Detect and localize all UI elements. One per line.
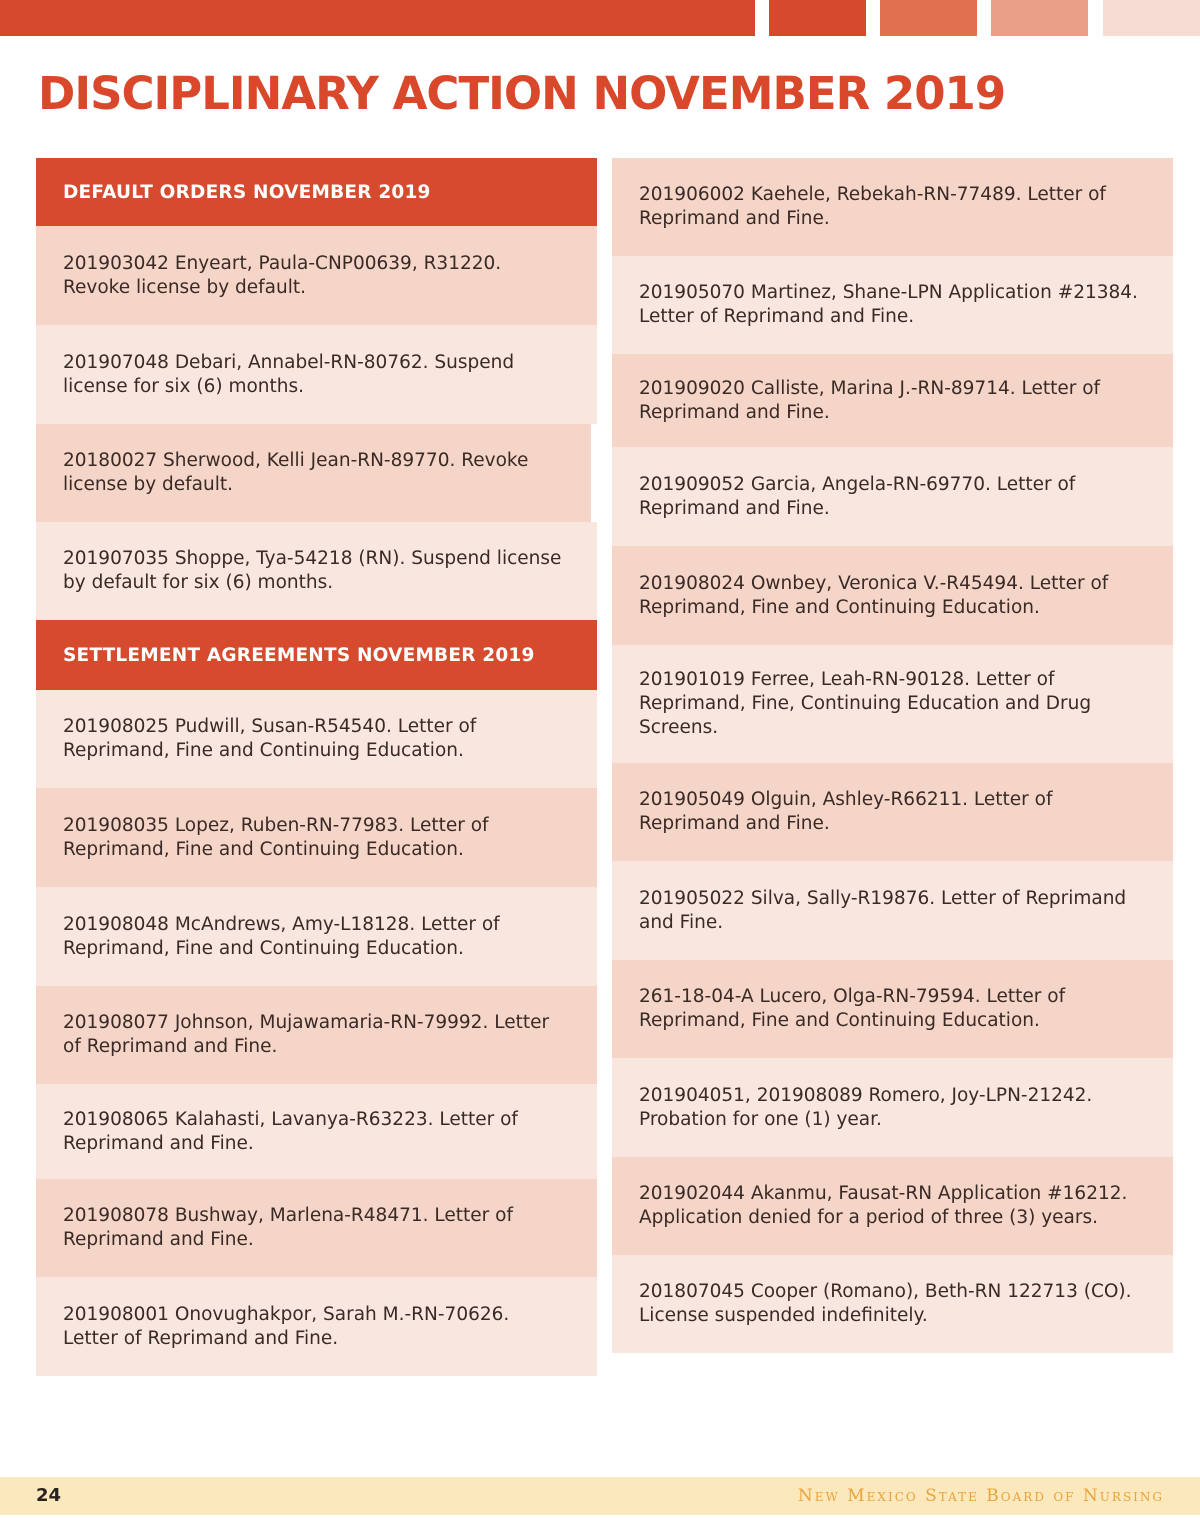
right-column bbox=[612, 158, 1173, 1353]
list-item: 201908078 Bushway, Marlena-R48471. Letter of Reprimand and Fine. bbox=[36, 1179, 597, 1277]
list-item: 201807045 Cooper (Romano), Beth-RN 122713 (CO). License suspended indefinitely. bbox=[612, 1255, 1173, 1353]
list-item: 201904051, 201908089 Romero, Joy-LPN-21242. Probation for one (1) year. bbox=[612, 1058, 1173, 1157]
list-item: 201905049 Olguin, Ashley-R66211. Letter of Reprimand and Fine. bbox=[612, 763, 1173, 861]
page-title: DISCIPLINARY ACTION NOVEMBER 2019 bbox=[38, 67, 1006, 120]
list-item: 201907048 Debari, Annabel-RN-80762. Suspend license for six (6) months. bbox=[36, 325, 597, 424]
list-item: 201905070 Martinez, Shane-LPN Application #21384. Letter of Reprimand and Fine. bbox=[612, 256, 1173, 354]
list-item: 201903042 Enyeart, Paula-CNP00639, R31220. Revoke license by default. bbox=[36, 226, 597, 325]
list-item: 201908048 McAndrews, Amy-L18128. Letter of Reprimand, Fine and Continuing Education. bbox=[36, 887, 597, 986]
list-item: 201907035 Shoppe, Tya-54218 (RN). Suspend license by default for six (6) months. bbox=[36, 522, 597, 620]
top-bar-segment-5 bbox=[1103, 0, 1200, 36]
top-bar-segment-4 bbox=[991, 0, 1088, 36]
list-item: 201902044 Akanmu, Fausat-RN Application #16212. Application denied for a period of three (3) years. bbox=[612, 1157, 1173, 1255]
list-item: 201908035 Lopez, Ruben-RN-77983. Letter of Reprimand, Fine and Continuing Education. bbox=[36, 788, 597, 887]
settlement-agreements-heading: SETTLEMENT AGREEMENTS NOVEMBER 2019 bbox=[36, 620, 597, 690]
organization-name: New Mexico State Board of Nursing bbox=[797, 1486, 1164, 1506]
top-bar-segment-3 bbox=[880, 0, 977, 36]
list-item: 201909052 Garcia, Angela-RN-69770. Letter of Reprimand and Fine. bbox=[612, 447, 1173, 546]
top-bar-segment-1 bbox=[0, 0, 755, 36]
list-item: 201909020 Calliste, Marina J.-RN-89714. Letter of Reprimand and Fine. bbox=[612, 354, 1173, 447]
list-item: 201908065 Kalahasti, Lavanya-R63223. Letter of Reprimand and Fine. bbox=[36, 1084, 597, 1179]
list-item: 201901019 Ferree, Leah-RN-90128. Letter of Reprimand, Fine, Continuing Education and Drug Screens. bbox=[612, 645, 1173, 763]
list-item: 201906002 Kaehele, Rebekah-RN-77489. Letter of Reprimand and Fine. bbox=[612, 158, 1173, 256]
default-orders-heading: DEFAULT ORDERS NOVEMBER 2019 bbox=[36, 158, 597, 226]
list-item: 261-18-04-A Lucero, Olga-RN-79594. Letter of Reprimand, Fine and Continuing Education. bbox=[612, 960, 1173, 1058]
list-item: 201908077 Johnson, Mujawamaria-RN-79992. Letter of Reprimand and Fine. bbox=[36, 986, 597, 1084]
left-column bbox=[36, 158, 597, 1376]
list-item: 20180027 Sherwood, Kelli Jean-RN-89770. Revoke license by default. bbox=[36, 424, 591, 522]
page-footer bbox=[0, 1477, 1200, 1515]
list-item: 201908025 Pudwill, Susan-R54540. Letter of Reprimand, Fine and Continuing Education. bbox=[36, 690, 597, 788]
list-item: 201908024 Ownbey, Veronica V.-R45494. Letter of Reprimand, Fine and Continuing Education. bbox=[612, 546, 1173, 645]
top-bar-segment-2 bbox=[769, 0, 866, 36]
list-item: 201905022 Silva, Sally-R19876. Letter of Reprimand and Fine. bbox=[612, 861, 1173, 960]
list-item: 201908001 Onovughakpor, Sarah M.-RN-70626. Letter of Reprimand and Fine. bbox=[36, 1277, 597, 1376]
page-number: 24 bbox=[36, 1485, 62, 1506]
top-color-bar bbox=[0, 0, 1200, 36]
